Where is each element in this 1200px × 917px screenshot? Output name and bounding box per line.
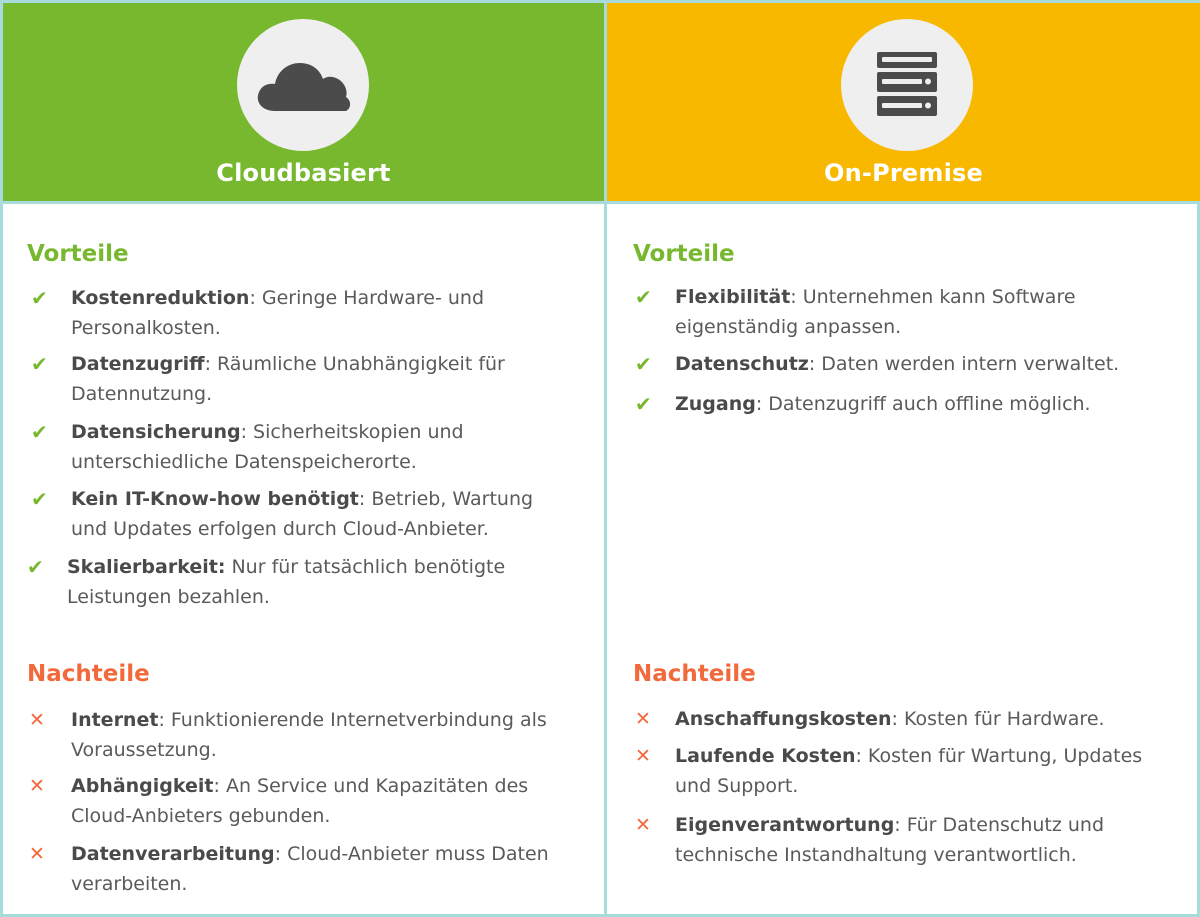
cross-icon: ✕ — [635, 708, 651, 730]
item-term: Skalierbarkeit: — [67, 556, 226, 578]
onprem-header — [607, 3, 1200, 204]
item-text: Nur für tatsächlich benötigte — [225, 556, 506, 578]
item-text-cont: verarbeiten. — [71, 873, 188, 895]
check-icon: ✔ — [635, 285, 652, 309]
cloud-pros-title: Vorteile — [27, 241, 129, 267]
item-text-cont: und Updates erfolgen durch Cloud-Anbieter. — [71, 518, 489, 540]
check-icon: ✔ — [31, 286, 48, 310]
item-text: Räumliche Unabhängigkeit für — [210, 353, 505, 375]
item-term: Datenverarbeitung — [71, 843, 275, 865]
item-text-cont: Personalkosten. — [71, 317, 221, 339]
item-term: Datensicherung — [71, 421, 241, 443]
server-icon-circle — [841, 19, 973, 151]
item-text: Sicherheitskopien und — [247, 421, 464, 443]
item-term: Zugang — [675, 393, 756, 415]
cross-icon: ✕ — [29, 775, 45, 797]
item-term: Anschaffungskosten — [675, 708, 892, 730]
cross-icon: ✕ — [29, 709, 45, 731]
check-icon: ✔ — [27, 555, 44, 579]
item-term: Datenzugriff — [71, 353, 205, 375]
item-text: Unternehmen kann Software — [796, 286, 1076, 308]
onprem-title: On-Premise — [824, 159, 983, 187]
check-icon: ✔ — [635, 392, 652, 416]
cloud-header — [3, 3, 604, 204]
item-text-cont: und Support. — [675, 775, 799, 797]
onprem-column: On-Premise Vorteile ✔ Flexibilität: Unternehmen kann Software eigenständig anpassen. ✔ Datenschutz: Daten werden intern verwaltet. ✔ Zugang: Datenzugriff auch offline möglich. Nachteile ✕ Anschaffungskosten: Kosten für Hardware. ✕ Laufende Kosten: Kosten für Wartung, Updates und Support. ✕ Eigenverantwortung: Für Datenschutz und technische Instandhaltung verantwortlich. — [604, 3, 1200, 917]
item-text: Kosten für Wartung, Updates — [861, 745, 1143, 767]
item-term: Abhängigkeit — [71, 775, 214, 797]
item-term: Kein IT-Know-how benötigt — [71, 488, 359, 510]
cloud-cons-title: Nachteile — [27, 661, 150, 687]
item-text-cont: Voraussetzung. — [71, 739, 217, 761]
item-text: Funktionierende Internetverbindung als — [164, 709, 547, 731]
cross-icon: ✕ — [635, 814, 651, 836]
item-term: Kostenreduktion — [71, 287, 250, 309]
item-text-cont: unterschiedliche Datenspeicherorte. — [71, 451, 417, 473]
item-text: Daten werden intern verwaltet. — [815, 353, 1120, 375]
item-text-cont: Leistungen bezahlen. — [67, 586, 270, 608]
cloud-title: Cloudbasiert — [216, 159, 391, 187]
onprem-cons-title: Nachteile — [633, 661, 756, 687]
cloud-icon — [253, 55, 353, 115]
item-text-cont: Datennutzung. — [71, 383, 213, 405]
server-icon — [874, 50, 940, 120]
item-text: An Service und Kapazitäten des — [219, 775, 529, 797]
check-icon: ✔ — [31, 420, 48, 444]
onprem-pros-title: Vorteile — [633, 241, 735, 267]
item-text: Cloud-Anbieter muss Daten — [281, 843, 549, 865]
item-text: Betrieb, Wartung — [365, 488, 534, 510]
item-text: Datenzugriff auch offline möglich. — [762, 393, 1091, 415]
item-term: Flexibilität — [675, 286, 791, 308]
item-text: Geringe Hardware- und — [255, 287, 485, 309]
item-text-cont: technische Instandhaltung verantwortlich. — [675, 844, 1077, 866]
cross-icon: ✕ — [29, 843, 45, 865]
item-text-cont: eigenständig anpassen. — [675, 316, 902, 338]
item-text: Für Datenschutz und — [900, 814, 1105, 836]
item-term: Laufende Kosten — [675, 745, 856, 767]
item-term: Eigenverantwortung — [675, 814, 895, 836]
item-text-cont: Cloud-Anbieters gebunden. — [71, 805, 331, 827]
item-term: Internet — [71, 709, 159, 731]
cross-icon: ✕ — [635, 745, 651, 767]
check-icon: ✔ — [31, 352, 48, 376]
item-text: Kosten für Hardware. — [897, 708, 1105, 730]
cloud-icon-circle — [237, 19, 369, 151]
check-icon: ✔ — [31, 487, 48, 511]
check-icon: ✔ — [635, 352, 652, 376]
cloud-column: Cloudbasiert Vorteile ✔ Kostenreduktion: Geringe Hardware- und Personalkosten. ✔ Datenzugriff: Räumliche Unabhängigkeit für Datennutzung. ✔ Datensicherung: Sicherheitskopien und unterschiedliche Datenspeicherorte. ✔ Kein IT-Know-how benötigt: Betrieb, Wartung und Updates erfolgen durch Cloud-Anbieter. ✔ Skalierbarkeit: Nur für tatsächlich benötigte Leistungen bezahlen. Nachteile ✕ Internet: Funktionierende Internetverbindung als Voraussetzung. ✕ Abhängigkeit: An Service und Kapazitäten des Cloud-Anbieters gebunden. ✕ Datenverarbeitung: Cloud-Anbieter muss Daten verarbeiten. — [3, 3, 604, 917]
item-term: Datenschutz — [675, 353, 809, 375]
